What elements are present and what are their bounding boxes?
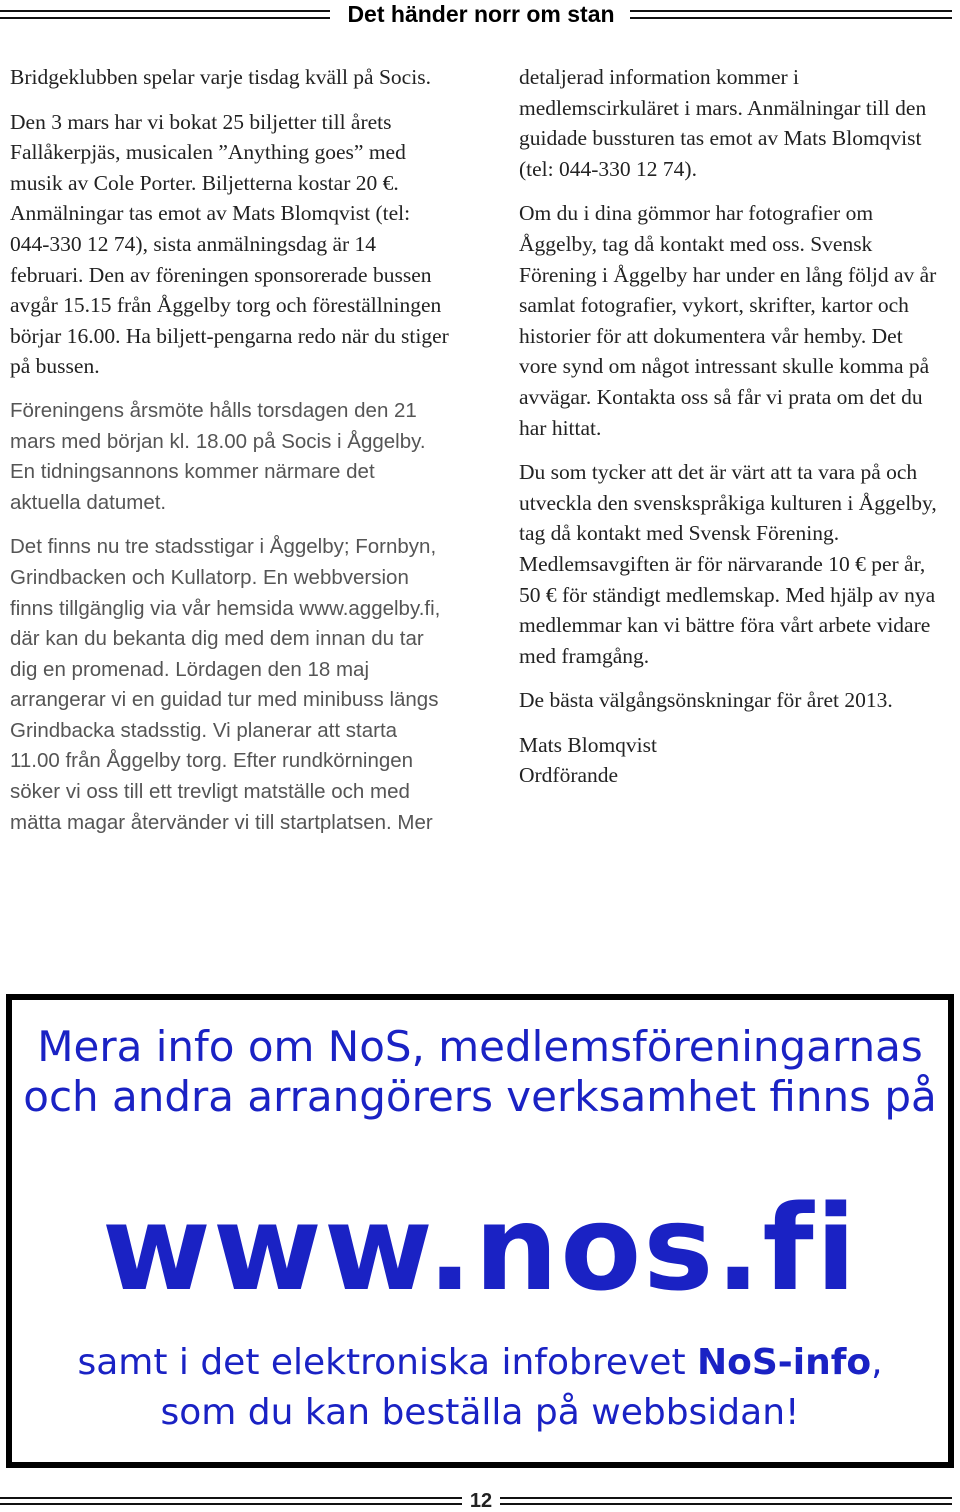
ad-line-2: och andra arrangörers verksamhet finns på — [23, 1072, 937, 1121]
paragraph-photographs: Om du i dina gömmor har fotografier om Åggelby, tag då kontakt med oss. Svensk Förening i Åggelby har under en lång följd av år samlat fotografier, vykort, skrifter, kartor och historier för att dokumentera vår hemby. Det vore synd om något intressant skulle komma på avvägar. Kontakta oss så får vi prata om det du har hittat. — [519, 201, 937, 440]
ad-line-4: som du kan beställa på webbsidan! — [160, 1392, 800, 1433]
signature-title: Ordförande — [519, 763, 619, 788]
ad-url-link[interactable]: www.nos.fi — [101, 1179, 859, 1317]
paragraph-city-trails: Det finns nu tre stadsstigar i Åggelby; Fornbyn, Grindbacken och Kullatorp. En webbversion finns tillgänglig via vår hemsida www.aggelby.fi, där kan du bekanta dig med dem innan du tar dig en promenad. Lördagen den 18 maj arrangerar vi en guidad tur med minibuss längs Grindbacka stadsstig. Vi planerar att starta 11.00 från Åggelby torg. Efter rundkörningen söker vi oss till ett trevligt matställe och med mätta magar återvänder vi till startplatsen. Mer — [10, 535, 441, 834]
page-footer — [0, 1490, 960, 1512]
header-rule-right — [630, 10, 952, 19]
ad-line-3 — [12, 1340, 948, 1386]
paragraph-bridge: Bridgeklubben spelar varje tisdag kväll på Socis. — [10, 65, 431, 89]
footer-rule-left — [0, 1497, 462, 1505]
header-rule-left — [0, 10, 330, 19]
signature — [519, 730, 939, 791]
nos-ad-box — [6, 994, 954, 1468]
left-column — [10, 62, 450, 852]
page-header — [0, 0, 960, 30]
header-title: Det händer norr om stan — [347, 1, 615, 27]
ad-line-3-text: samt i det elektroniska infobrevet — [77, 1342, 698, 1383]
ad-nos-info: NoS-info — [697, 1342, 872, 1383]
paragraph-bus-tour-info: detaljerad information kommer i medlemscirkuläret i mars. Anmälningar till den guidade bussturen tas emot av Mats Blomqvist (tel: 044-330 12 74). — [519, 65, 927, 181]
ad-line-1: Mera info om NoS, medlemsföreningarnas — [37, 1022, 923, 1071]
signature-name: Mats Blomqvist — [519, 732, 657, 757]
paragraph-annual-meeting: Föreningens årsmöte hålls torsdagen den 21 mars med början kl. 18.00 på Socis i Åggelby. En tidningsannons kommer närmare det aktuella datumet. — [10, 398, 426, 514]
page-number: 12 — [469, 1490, 493, 1512]
paragraph-membership: Du som tycker att det är värt att ta vara på och utveckla den svenskspråkiga kulturen i Åggelby, tag då kontakt med Svensk Förening. Medlemsavgiften är för närvarande 10 € per år, 50 € för ständigt medlemskap. Med hjälp av nya medlemmar kan vi bättre föra vårt arbete vidare med framgång. — [519, 460, 937, 668]
right-column — [519, 62, 939, 791]
paragraph-greetings: De bästa välgångsönskningar för året 2013. — [519, 688, 893, 713]
ad-line-3-comma: , — [871, 1342, 883, 1383]
paragraph-musical: Den 3 mars har vi bokat 25 biljetter till årets Fallåkerpjäs, musicalen ”Anything goes” med musik av Cole Porter. Biljetterna kostar 20 €. Anmälningar tas emot av Mats Blomqvist (tel: 044-330 12 74), sista anmälningsdag är 14 februari. Den av föreningen sponsorerade bussen avgår 15.15 från Åggelby torg och föreställningen börjar 16.00. Ha biljett-pengarna redo när du stiger på bussen. — [10, 109, 449, 379]
footer-rule-right — [500, 1497, 952, 1505]
